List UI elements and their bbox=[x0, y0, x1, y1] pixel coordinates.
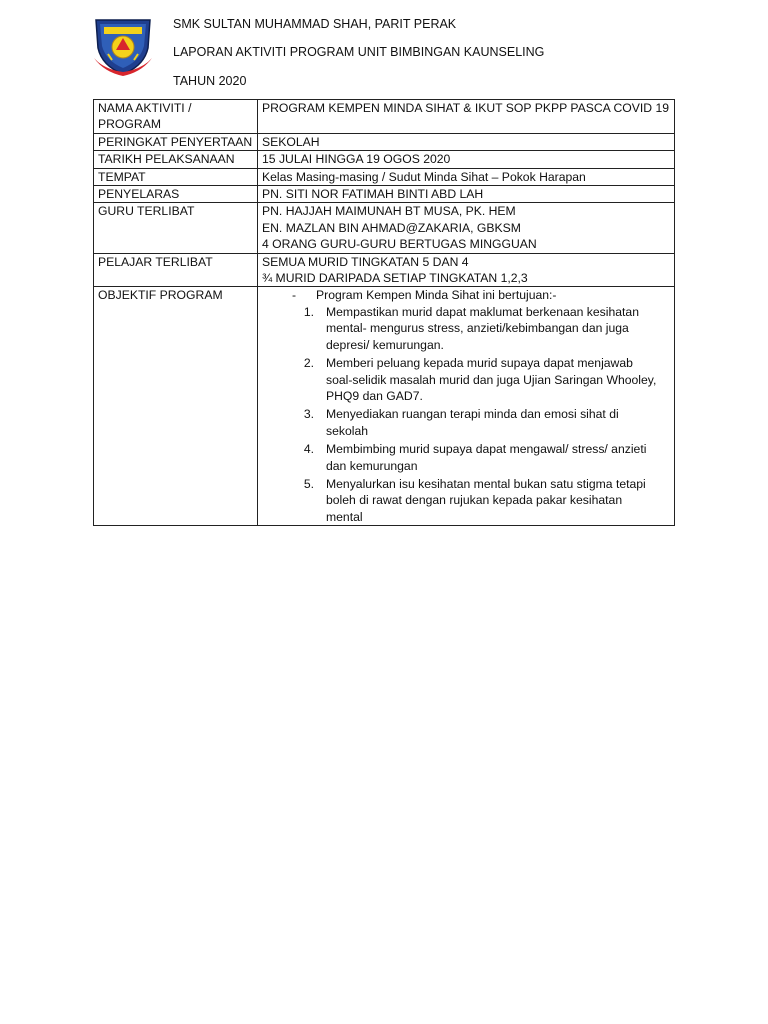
list-text: Menyediakan ruangan terapi minda dan emosi sihat di sekolah bbox=[326, 407, 619, 438]
row-value: SEKOLAH bbox=[258, 133, 675, 150]
row-value: PROGRAM KEMPEN MINDA SIHAT & IKUT SOP PKPP PASCA COVID 19 bbox=[258, 100, 675, 134]
row-label: TARIKH PELAKSANAAN bbox=[94, 151, 258, 168]
table-row bbox=[94, 168, 675, 185]
report-table bbox=[93, 99, 675, 526]
list-text: Memberi peluang kepada murid supaya dapat menjawab soal-selidik masalah murid dan juga Ujian Saringan Whooley, PHQ9 dan GAD7. bbox=[326, 356, 657, 403]
list-item bbox=[262, 287, 670, 303]
table-row bbox=[94, 100, 675, 134]
row-label: GURU TERLIBAT bbox=[94, 203, 258, 253]
list-marker: 2. bbox=[303, 356, 314, 371]
row-value: SEMUA MURID TINGKATAN 5 DAN 4 ¾ MURID DARIPADA SETIAP TINGKATAN 1,2,3 bbox=[258, 253, 675, 287]
list-item bbox=[262, 355, 670, 404]
table-row bbox=[94, 203, 675, 253]
row-value: Kelas Masing-masing / Sudut Minda Sihat – Pokok Harapan bbox=[258, 168, 675, 185]
list-item bbox=[262, 304, 670, 353]
list-text: Mempastikan murid dapat maklumat berkenaan kesihatan mental- mengurus stress, anzieti/kebimbangan dan juga depresi/ kemurungan. bbox=[326, 304, 639, 352]
row-label: PELAJAR TERLIBAT bbox=[94, 253, 258, 287]
objective-list bbox=[262, 287, 670, 525]
list-marker: 3. bbox=[303, 407, 314, 422]
list-text: Menyalurkan isu kesihatan mental bukan satu stigma tetapi boleh di rawat dengan rujukan kepada pakar kesihatan mental bbox=[326, 476, 646, 524]
row-label: NAMA AKTIVITI / PROGRAM bbox=[94, 100, 258, 134]
objective-list-cell bbox=[258, 287, 675, 526]
school-name: SMK SULTAN MUHAMMAD SHAH, PARIT PERAK bbox=[173, 17, 457, 31]
row-label: OBJEKTIF PROGRAM bbox=[94, 287, 258, 526]
list-item bbox=[262, 476, 670, 525]
list-marker: 4. bbox=[303, 442, 314, 457]
table-row bbox=[94, 186, 675, 203]
table-row bbox=[94, 151, 675, 168]
list-marker: 1. bbox=[303, 304, 314, 319]
list-item bbox=[262, 406, 670, 439]
report-title: LAPORAN AKTIVITI PROGRAM UNIT BIMBINGAN KAUNSELING bbox=[173, 45, 545, 59]
table-row bbox=[94, 287, 675, 526]
table-row bbox=[94, 253, 675, 287]
row-value: PN. SITI NOR FATIMAH BINTI ABD LAH bbox=[258, 186, 675, 203]
list-text: Membimbing murid supaya dapat mengawal/ stress/ anzieti dan kemurungan bbox=[326, 442, 647, 473]
list-marker: - bbox=[291, 288, 296, 303]
school-crest-icon bbox=[92, 14, 154, 78]
list-text: Program Kempen Minda Sihat ini bertujuan:- bbox=[316, 288, 557, 303]
report-year: TAHUN 2020 bbox=[173, 74, 247, 88]
table-row bbox=[94, 133, 675, 150]
row-label: PENYELARAS bbox=[94, 186, 258, 203]
row-value: PN. HAJJAH MAIMUNAH BT MUSA, PK. HEM EN. MAZLAN BIN AHMAD@ZAKARIA, GBKSM 4 ORANG GURU-GURU BERTUGAS MINGGUAN bbox=[258, 203, 675, 253]
list-item bbox=[262, 441, 670, 474]
row-label: PERINGKAT PENYERTAAN bbox=[94, 133, 258, 150]
row-label: TEMPAT bbox=[94, 168, 258, 185]
row-value: 15 JULAI HINGGA 19 OGOS 2020 bbox=[258, 151, 675, 168]
list-marker: 5. bbox=[303, 476, 314, 491]
